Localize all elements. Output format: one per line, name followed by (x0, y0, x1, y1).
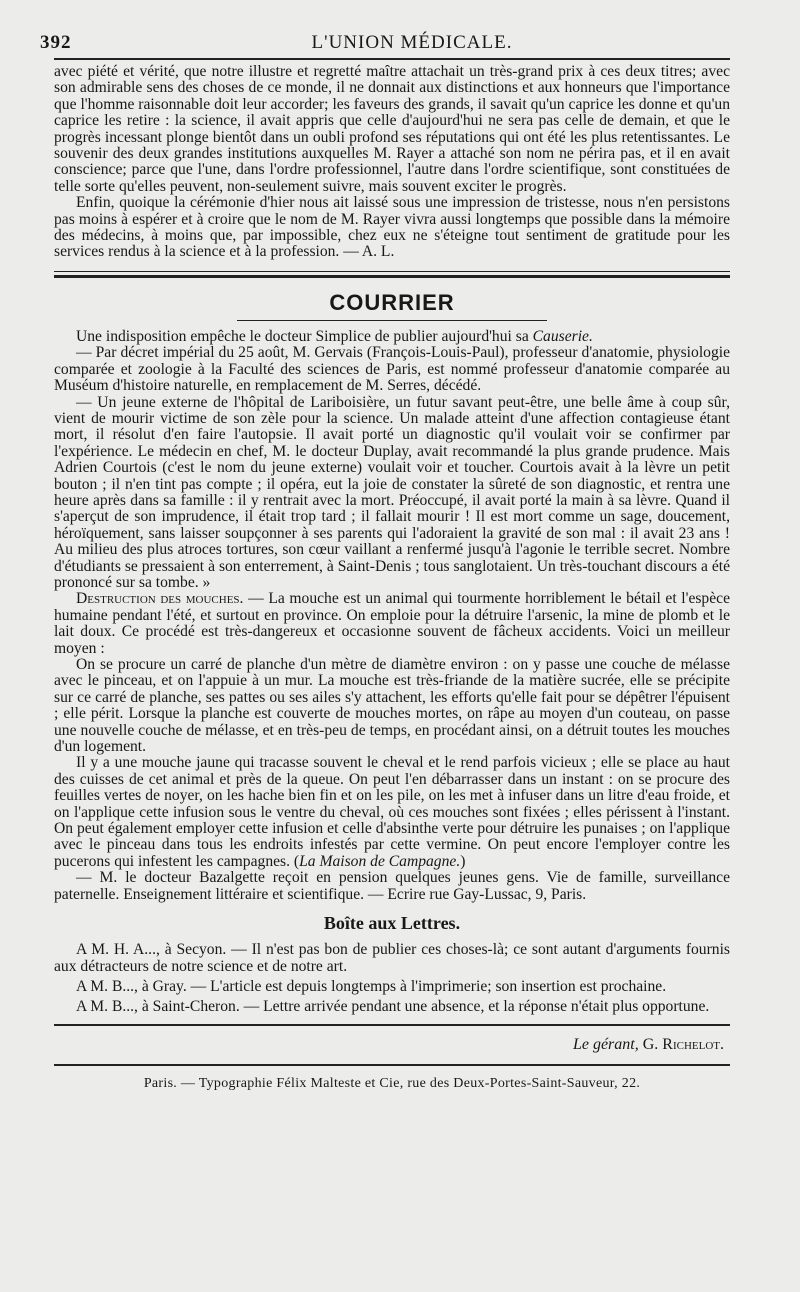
mouches-heading: Destruction des mouches. (76, 590, 244, 608)
maison-italic: La Maison de Campagne. (299, 852, 461, 870)
courrier-paragraph-7: — M. le docteur Bazalgette reçoit en pension quelques jeunes gens. Vie de famille, surveillance paternelle. Enseignement littéraire et scientifique. — Ecrire rue Gay-Lussac, 9, Paris. (54, 869, 730, 903)
courrier-paragraph-2: — Par décret impérial du 25 août, M. Gervais (François-Louis-Paul), professeur d'anatomie, physiologie comparée et zoologie à la Faculté des sciences de Paris, est nommé professeur d'anatomie comparée au Muséum d'histoire naturelle, en remplacement de M. Serres, décédé. (54, 344, 730, 395)
signature-name: G. Richelot. (642, 1035, 724, 1053)
letter-2: A M. B..., à Gray. — L'article est depuis longtemps à l'imprimerie; son insertion est prochaine. (76, 977, 667, 995)
letters-title: Boîte aux Lettres. (323, 913, 461, 934)
page-number: 392 (40, 32, 72, 53)
footer-rule (54, 1024, 730, 1026)
journal-title: L'UNION MÉDICALE. (311, 32, 513, 53)
courrier-p6-text: Il y a une mouche jaune qui tracasse souvent le cheval et le rend parfois vicieux ; elle se place au haut des cuisses de cet animal et près de la queue. On peut l'en débarrasser dans un instant : on se procure des feuilles vertes de noyer, on les hache bien fin et on les pile, on les met à infuser dans un litre d'eau froide, et on l'applique cette infusion sous le ventre du cheval, où ces mouches sont fixées ; elles périssent à l'instant. On peut également employer cette infusion et celle d'absinthe verte pour détruire les punaises ; on l'applique avec le pinceau dans tous les endroits infestés par cette vermine. On peut encore l'employer contre les pucerons qui infestent les campagnes. ( (54, 754, 730, 870)
mouches-text: — La mouche est un animal qui tourmente horriblement le bétail et l'espèce humaine pendant l'été, et surtout en province. On emploie pour la détruire l'arsenic, la mine de plomb et le lait doux. Ce procédé est très-dangereux et occasionne souvent de fâcheux accidents. Voici un meilleur moyen : (54, 590, 730, 657)
signature-role: Le gérant, (572, 1035, 639, 1053)
courrier-paragraph-5: On se procure un carré de planche d'un mètre de diamètre environ : on y passe une couche de mélasse avec le pinceau, et on l'appuie à un mur. La mouche est très-friande de la matière sucrée, elle se précipite sur ce carré de planche, ses pattes ou ses ailes s'y attachent, les efforts qu'elle fait pour se dépêtrer l'épuisent ; elle périt. Lorsque la planche est couverte de mouches mortes, on râpe au moyen d'un couteau, on passe une nouvelle couche de mélasse, et en très-peu de temps, en procédant ainsi, on a détruit toutes les mouches d'un logement. (54, 656, 730, 756)
section-divider (54, 271, 730, 278)
signature (54, 1036, 724, 1054)
intro-paragraph-1: avec piété et vérité, que notre illustre et regretté maître attachait un très-grand prix à ces deux titres; avec son admirable sens des choses de ce monde, il ne donnait aux distinctions et aux honneurs que l'importance que l'homme raisonnable doit leur accorder; les faveurs des grands, il savait qu'un caprice les donne et qu'un caprice les retire : la science, il avait appris que celle d'aujourd'hui ne sera pas celle de demain, et que le progrès incessant plonge bientôt dans un oubli profond ses réputations qui ont été les plus retentissantes. Le souvenir des deux grandes institutions auxquelles M. Rayer a attaché son nom ne périra pas, et il en avait conscience; parce que l'une, dans l'ordre professionnel, l'autre dans l'ordre scientifique, sont constituées de telle sorte qu'elles peuvent, non-seulement suivre, mais souvent exciter le progrès. (54, 63, 730, 195)
courrier-p1-text: Une indisposition empêche le docteur Simplice de publier aujourd'hui sa (76, 327, 533, 345)
courrier-paragraph-3: — Un jeune externe de l'hôpital de Lariboisière, un futur savant peut-être, une belle âme à coup sûr, vient de mourir victime de son zèle pour la science. Un malade atteint d'une affection contagieuse étant mort, il résolut d'en faire l'autopsie. Il avait porté un diagnostic qu'il voulait voir se confirmer par l'expérience. Le médecin en chef, M. le docteur Duplay, avait recommandé la plus grande prudence. Mais Adrien Courtois (c'est le nom du jeune externe) voulait voir et toucher. Courtois avait à la lèvre un petit bouton ; il n'en tint pas compte ; il opéra, eut la joie de constater la sûreté de son diagnostic, et rentra une heure après dans sa famille : il y rentrait avec la mort. Préoccupé, il avait porté la main à sa lèvre. Quand il s'aperçut de son imprudence, il était trop tard ; il fallait mourir ! Il est mort comme un sage, doucement, héroïquement, sans laisser soupçonner à ses parents qui l'adoraient la gravité de son mal : il avait 23 ans ! Au milieu des plus atroces tortures, son cœur vaillant a renfermé jusqu'à l'agonie le terrible secret. Nombre d'étudiants se pressaient à son enterrement, à Saint-Denis ; tous sanglotaient. Un très-touchant discours a été prononcé sur sa tombe. » (54, 393, 730, 591)
running-head (40, 28, 730, 58)
causerie-italic: Causerie. (532, 327, 593, 345)
letter-3: A M. B..., à Saint-Cheron. — Lettre arrivée pendant une absence, et la réponse n'était plus opportune. (76, 998, 710, 1016)
letter-1: A M. H. A..., à Secyon. — Il n'est pas bon de publier ces choses-là; ce sont autant d'arguments fournis aux détracteurs de notre science et de notre art. (54, 941, 730, 975)
courrier-paragraph-1 (54, 329, 730, 345)
courrier-title: COURRIER (329, 289, 455, 315)
imprint-rule (54, 1064, 730, 1066)
courrier-paragraph-4 (54, 591, 730, 657)
courrier-paragraph-6 (54, 755, 730, 870)
imprint: Paris. — Typographie Félix Malteste et Cie, rue des Deux-Portes-Saint-Sauveur, 22. (143, 1075, 641, 1091)
courrier-p6-end: ) (460, 852, 466, 870)
intro-paragraph-2: Enfin, quoique la cérémonie d'hier nous ait laissé sous une impression de tristesse, nous n'en persistons pas moins à espérer et à croire que le nom de M. Rayer vivra aussi longtemps que possible dans la mémoire des médecins, à moins que, par impossible, chez eux ne s'éteigne tout sentiment de gratitude pour les services rendus à la science et à la profession. — A. L. (54, 194, 730, 261)
